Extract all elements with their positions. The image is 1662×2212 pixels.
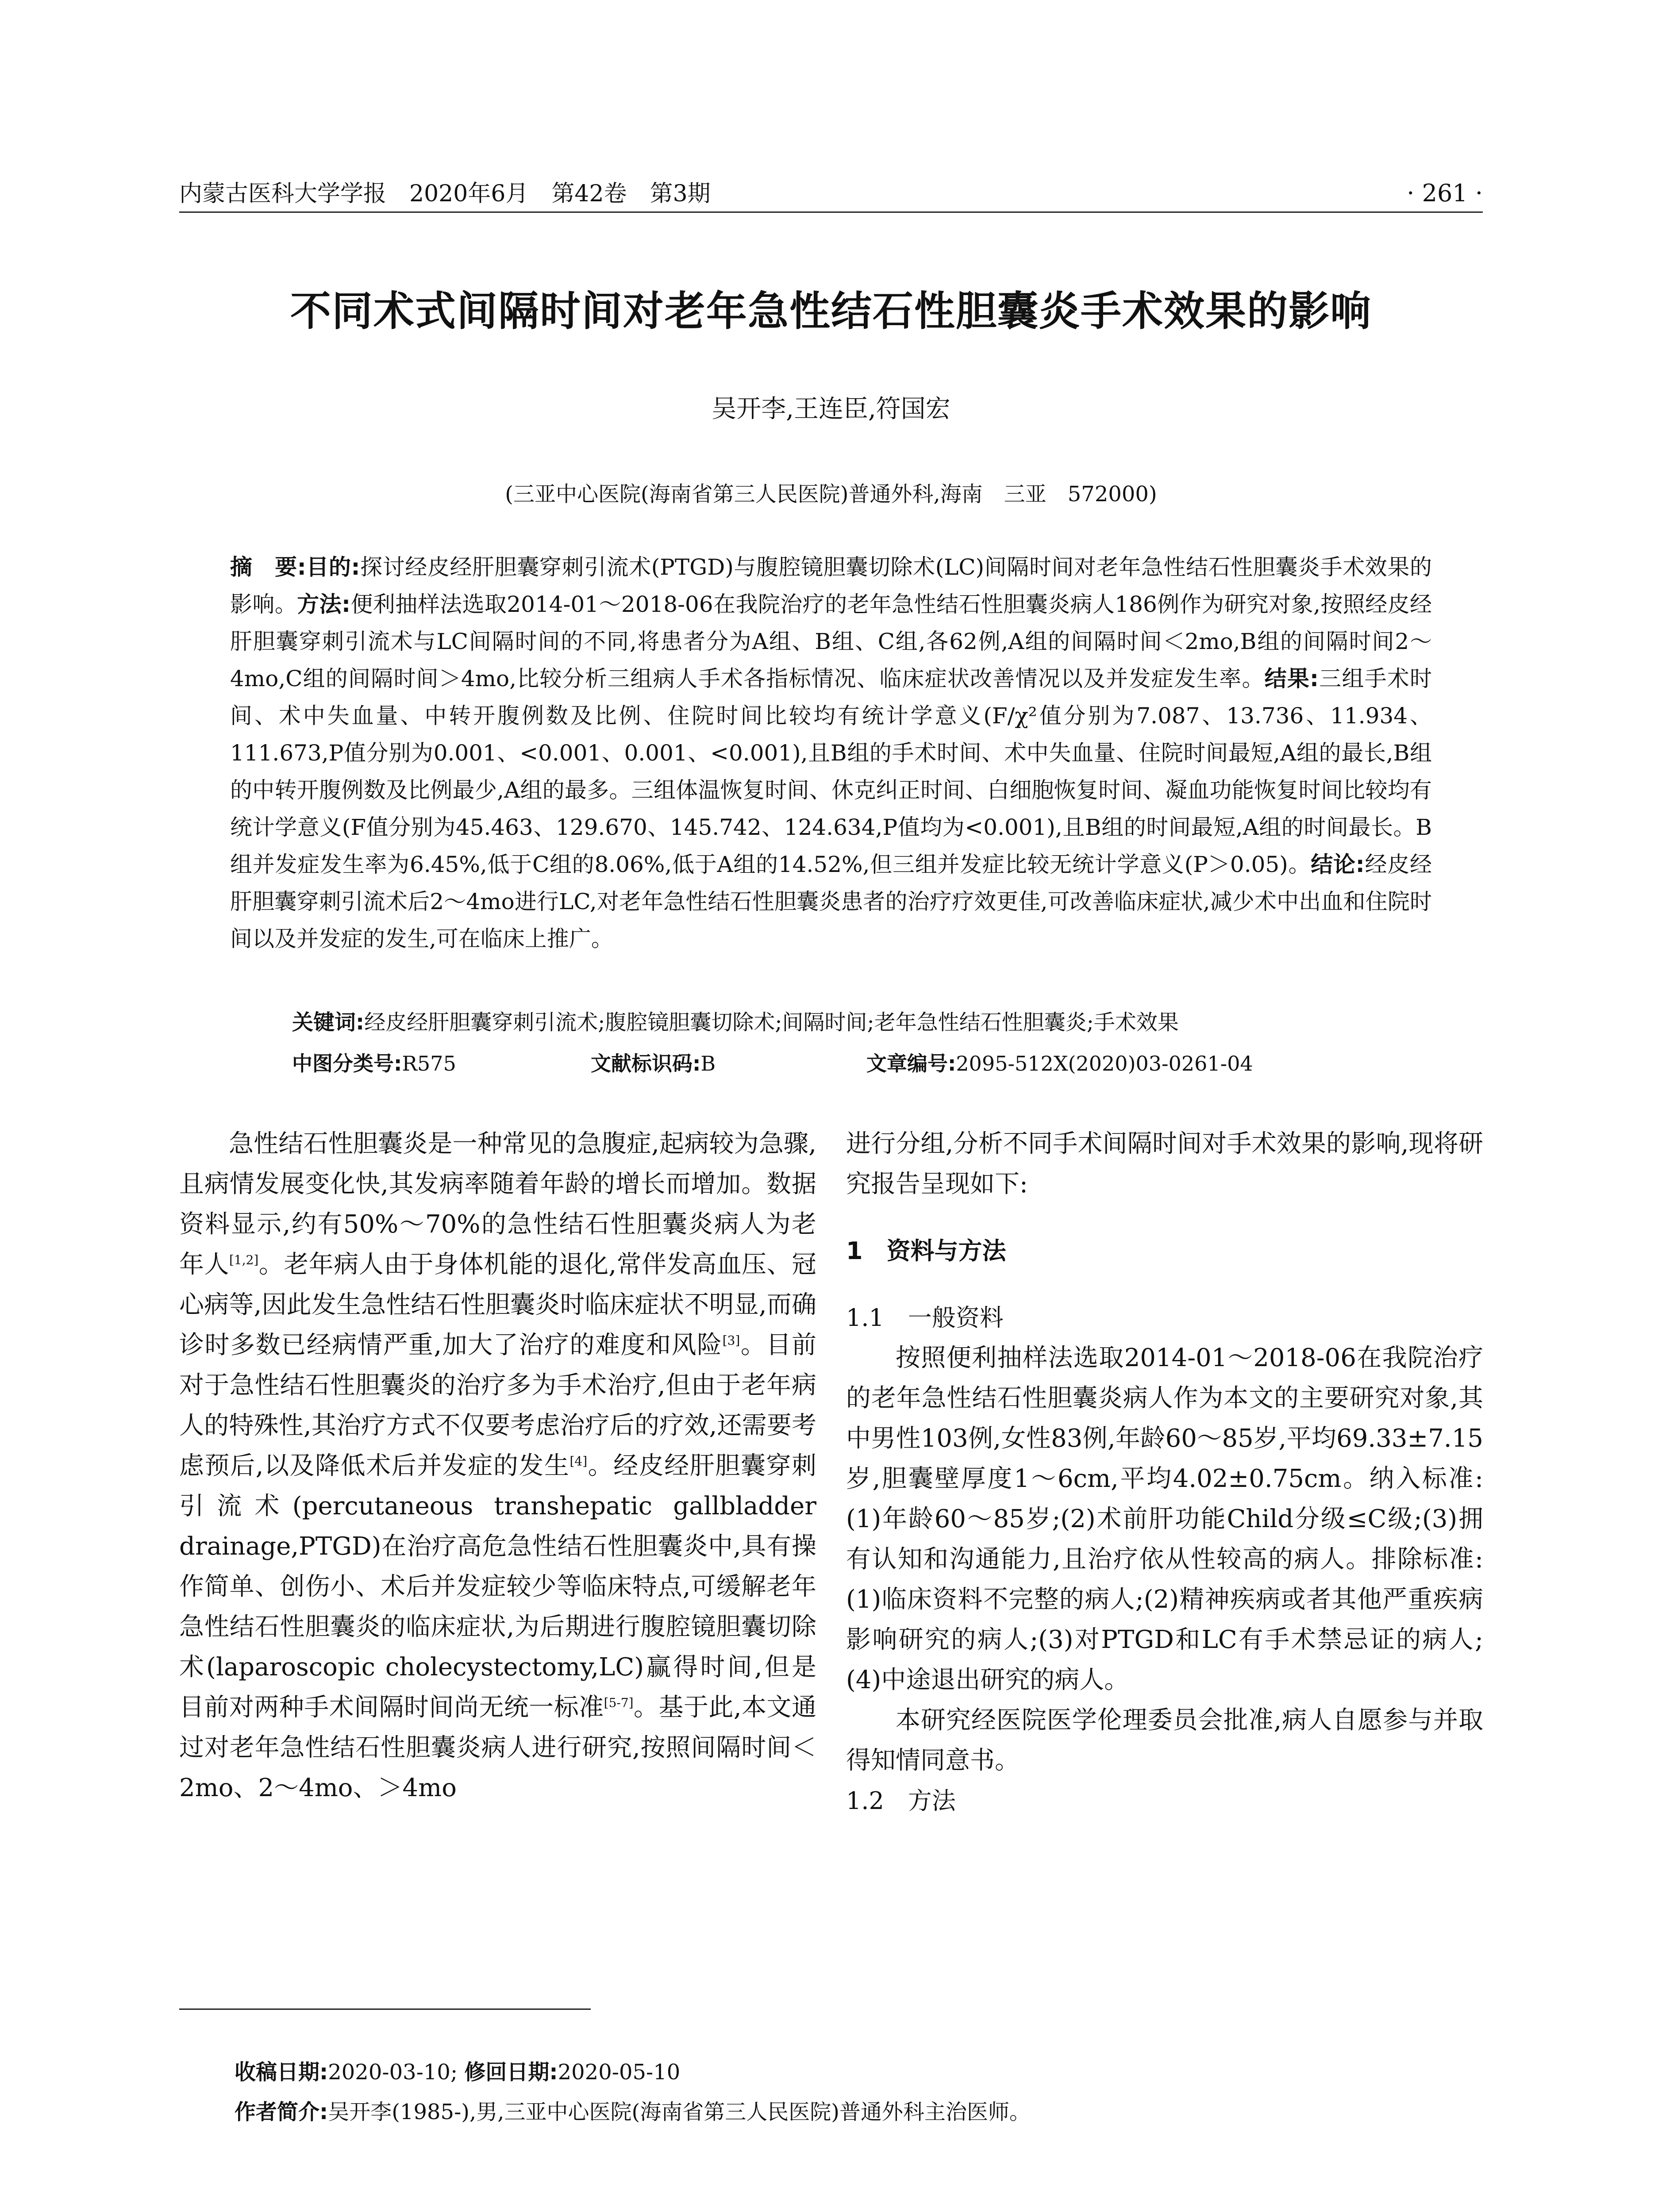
subsection-heading: 1.1 一般资料 bbox=[846, 1304, 1004, 1332]
doc-label: 文献标识码: bbox=[591, 1052, 701, 1075]
clc-value: R575 bbox=[402, 1052, 456, 1075]
page-number: · 261 · bbox=[1407, 179, 1483, 207]
results-text: 三组手术时间、术中失血量、中转开腹例数及比例、住院时间比较均有统计学意义(F/χ²值分别为7.087、13.736、11.934、111.673,P值分别为0.001、<0.001、0.001、<0.001),且B组的手术时间、术中失血量、住院时间最短,A组的最长,B组的中转开腹例数及比例最少,A组的最多。三组体温恢复时间、休克纠正时间、白细胞恢复时间、凝血功能恢复时间比较均有统计学意义(F值分别为45.463、129.670、145.742、124.634,P值均为<0.001),且B组的时间最短,A组的时间最长。B组并发症发生率为6.45%,低于C组的8.06%,低于A组的14.52%,但三组并发症比较无统计学意义(P＞0.05)。 bbox=[230, 666, 1432, 877]
author-bio bbox=[235, 2095, 1031, 2125]
article-title: 不同术式间隔时间对老年急性结石性胆囊炎手术效果的影响 bbox=[290, 288, 1372, 335]
citation: [1,2] bbox=[229, 1252, 259, 1267]
document-code bbox=[591, 1048, 716, 1077]
body-column-left bbox=[179, 1124, 816, 1808]
journal-header: 内蒙古医科大学学报 2020年6月 第42卷 第3期 bbox=[179, 180, 711, 207]
revised-label: 修回日期: bbox=[464, 2060, 558, 2085]
conclusion-text: 经皮经肝胆囊穿刺引流术后2～4mo进行LC,对老年急性结石性胆囊炎患者的治疗疗效更佳,可改善临床症状,减少术中出血和住院时间以及并发症的发生,可在临床上推广。 bbox=[230, 852, 1432, 952]
conclusion-label: 结论: bbox=[1311, 852, 1365, 877]
revised-date: 2020-05-10 bbox=[558, 2060, 681, 2085]
received-dates bbox=[235, 2055, 680, 2085]
intro-text-3: 。目前对于急性结石性胆囊炎的治疗多为手术治疗,但由于老年病人的特殊性,其治疗方式不仅要考虑治疗后的疗效,还需要考虑预后,以及降低术后并发症的发生 bbox=[179, 1331, 816, 1480]
abstract bbox=[230, 549, 1432, 957]
footnote-rule bbox=[179, 2008, 591, 2010]
authors: 吴开李,王连臣,符国宏 bbox=[712, 395, 950, 423]
header-rule bbox=[179, 211, 1483, 213]
article-number bbox=[866, 1048, 1253, 1077]
article-label: 文章编号: bbox=[866, 1052, 956, 1075]
results-label: 结果: bbox=[1264, 666, 1319, 691]
intro-continuation: 进行分组,分析不同手术间隔时间对手术效果的影响,现将研究报告呈现如下: bbox=[846, 1129, 1483, 1198]
received-label: 收稿日期: bbox=[235, 2060, 328, 2085]
ethics-paragraph: 本研究经医院医学伦理委员会批准,病人自愿参与并取得知情同意书。 bbox=[846, 1706, 1483, 1775]
abstract-label: 摘 要: bbox=[230, 554, 306, 580]
author-bio-text: 吴开李(1985-),男,三亚中心医院(海南省第三人民医院)普通外科主治医师。 bbox=[328, 2100, 1031, 2124]
received-date: 2020-03-10; bbox=[328, 2060, 458, 2085]
intro-text-5: 。基于此,本文通过对老年急性结石性胆囊炎病人进行研究,按照间隔时间＜2mo、2～4mo、＞4mo bbox=[179, 1693, 816, 1802]
methods-label: 方法: bbox=[297, 591, 351, 617]
methods-text: 便利抽样法选取2014-01～2018-06在我院治疗的老年急性结石性胆囊炎病人186例作为研究对象,按照经皮经肝胆囊穿刺引流术与LC间隔时间的不同,将患者分为A组、B组、C组,各62例,A组的间隔时间＜2mo,B组的间隔时间2～4mo,C组的间隔时间＞4mo,比较分析三组病人手术各指标情况、临床症状改善情况以及并发症发生率。 bbox=[230, 591, 1432, 691]
keywords bbox=[292, 1005, 1432, 1036]
article-value: 2095-512X(2020)03-0261-04 bbox=[956, 1052, 1253, 1075]
intro-text-2: 。老年病人由于身体机能的退化,常伴发高血压、冠心病等,因此发生急性结石性胆囊炎时临床症状不明显,而确诊时多数已经病情严重,加大了治疗的难度和风险 bbox=[179, 1250, 816, 1359]
citation: [5-7] bbox=[604, 1695, 634, 1710]
keywords-label: 关键词: bbox=[292, 1010, 365, 1035]
body-column-right bbox=[846, 1124, 1483, 1821]
section-heading: 1 资料与方法 bbox=[846, 1237, 1006, 1265]
author-bio-label: 作者简介: bbox=[235, 2100, 328, 2124]
citation: [4] bbox=[569, 1454, 588, 1469]
subsection-heading: 1.2 方法 bbox=[846, 1787, 956, 1815]
general-data-paragraph: 按照便利抽样法选取2014-01～2018-06在我院治疗的老年急性结石性胆囊炎病人作为本文的主要研究对象,其中男性103例,女性83例,年龄60～85岁,平均69.33±7.15岁,胆囊壁厚度1～6cm,平均4.02±0.75cm。纳入标准:(1)年龄60～85岁;(2)术前肝功能Child分级≤C级;(3)拥有认知和沟通能力,且治疗依从性较高的病人。排除标准:(1)临床资料不完整的病人;(2)精神疾病或者其他严重疾病影响研究的病人;(3)对PTGD和LC有手术禁忌证的病人;(4)中途退出研究的病人。 bbox=[846, 1344, 1483, 1694]
intro-text-4: 。经皮经肝胆囊穿刺引流术(percutaneous transhepatic gallbladder drainage,PTGD)在治疗高危急性结石性胆囊炎中,具有操作简单、创伤小、术后并发症较少等临床特点,可缓解老年急性结石性胆囊炎的临床症状,为后期进行腹腔镜胆囊切除术(laparoscopic cholecystectomy,LC)赢得时间,但是目前对两种手术间隔时间尚无统一标准 bbox=[179, 1452, 816, 1722]
objective-text: 探讨经皮经肝胆囊穿刺引流术(PTGD)与腹腔镜胆囊切除术(LC)间隔时间对老年急性结石性胆囊炎手术效果的影响。 bbox=[230, 554, 1432, 617]
affiliation: (三亚中心医院(海南省第三人民医院)普通外科,海南 三亚 572000) bbox=[505, 482, 1157, 507]
clc-number bbox=[292, 1048, 456, 1077]
intro-paragraph bbox=[179, 1124, 816, 1808]
citation: [3] bbox=[722, 1333, 740, 1348]
objective-label: 目的: bbox=[306, 554, 360, 580]
clc-label: 中图分类号: bbox=[292, 1052, 402, 1075]
doc-value: B bbox=[700, 1052, 716, 1075]
intro-text-1: 急性结石性胆囊炎是一种常见的急腹症,起病较为急骤,且病情发展变化快,其发病率随着年龄的增长而增加。数据资料显示,约有50%～70%的急性结石性胆囊炎病人为老年人 bbox=[179, 1129, 816, 1279]
keywords-text: 经皮经肝胆囊穿刺引流术;腹腔镜胆囊切除术;间隔时间;老年急性结石性胆囊炎;手术效果 bbox=[364, 1010, 1179, 1035]
